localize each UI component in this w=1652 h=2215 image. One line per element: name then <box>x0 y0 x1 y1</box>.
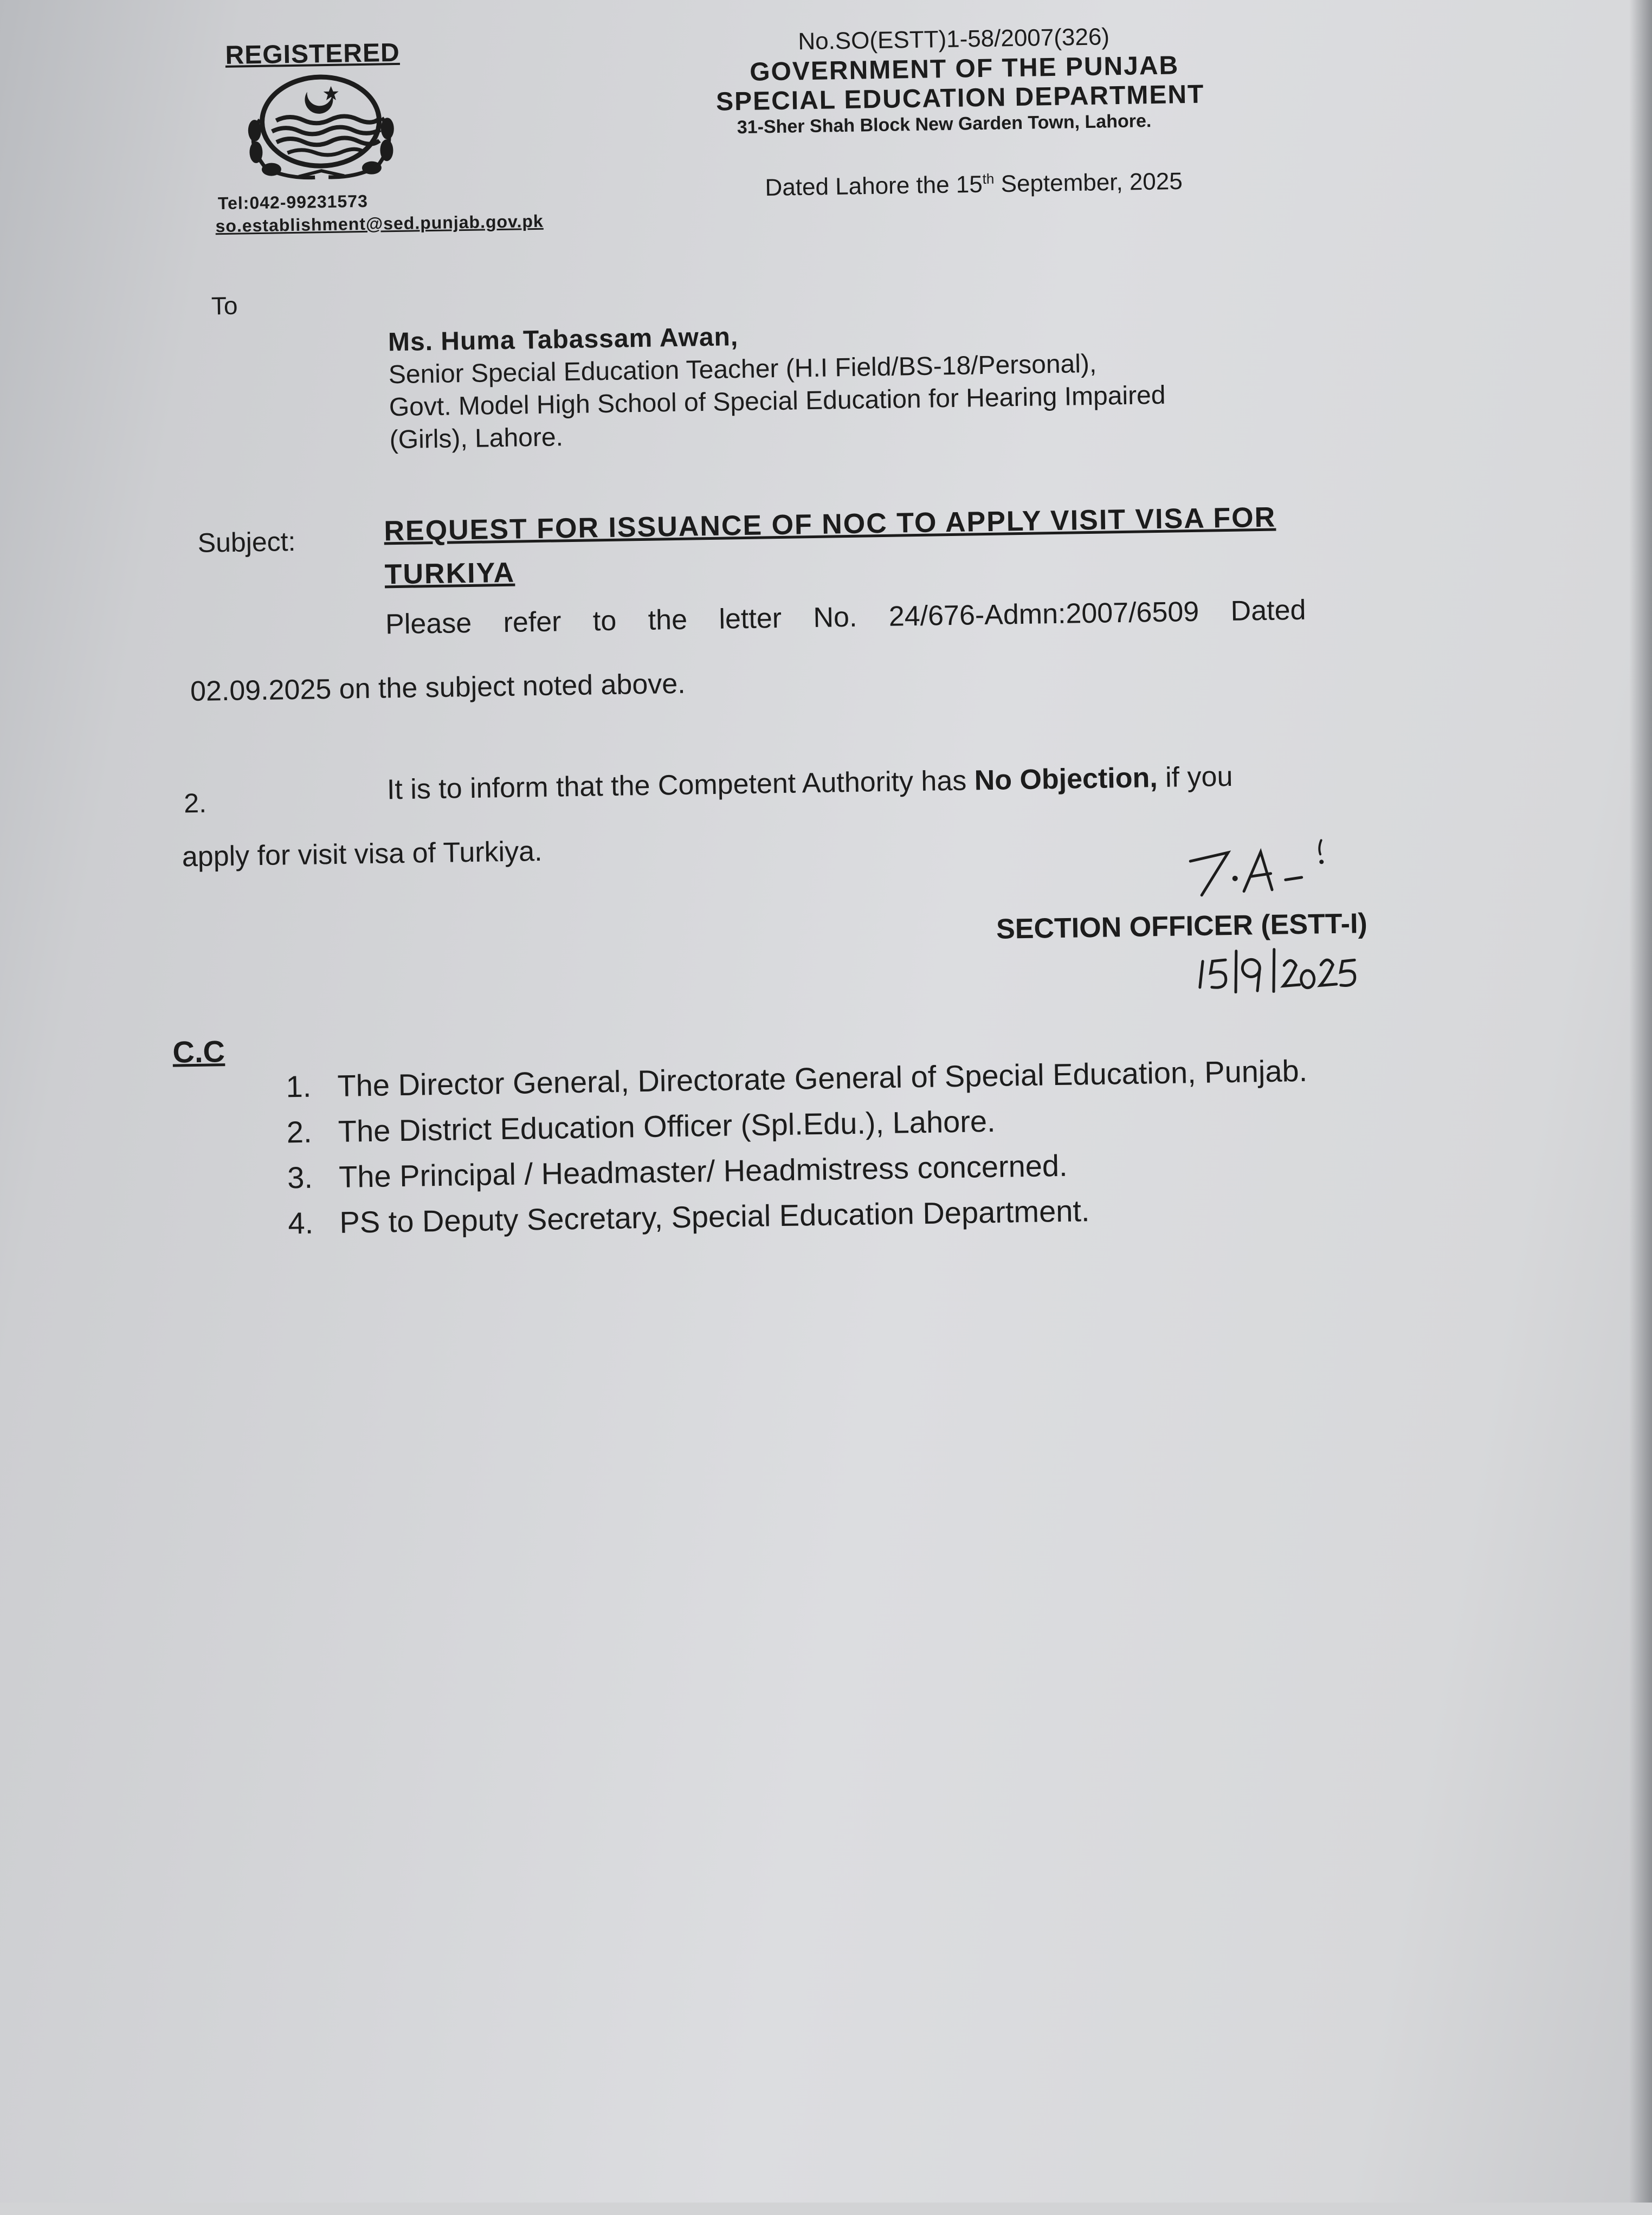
cc-item-text: The Principal / Headmaster/ Headmistress concerned. <box>338 1148 1068 1194</box>
date-prefix: Dated Lahore the 15 <box>765 171 983 201</box>
section-officer-designation: SECTION OFFICER (ESTT-I) <box>996 908 1368 945</box>
cc-item-text: The District Education Officer (Spl.Edu.), Lahore. <box>338 1103 996 1148</box>
department-address: 31-Sher Shah Block New Garden Town, Lahore. <box>737 111 1152 138</box>
handwritten-initials-signature <box>1179 829 1343 908</box>
cc-item-number: 2. <box>286 1114 313 1150</box>
government-heading: GOVERNMENT OF THE PUNJAB <box>749 51 1179 87</box>
email-address[interactable]: so.establishment@sed.punjab.gov.pk <box>215 211 544 236</box>
subject-text <box>384 496 1277 597</box>
letter-date <box>765 167 1183 202</box>
paragraph2-suffix: if you <box>1157 760 1233 794</box>
punjab-government-emblem-icon <box>237 69 404 185</box>
recipient-address <box>388 314 1166 456</box>
telephone-number: Tel:042-99231573 <box>217 191 369 214</box>
no-objection-text: No Objection, <box>974 762 1158 797</box>
subject-line2: TURKIYA <box>384 557 515 591</box>
cc-label: C.C <box>172 1034 225 1069</box>
to-label: To <box>211 291 238 320</box>
cc-item-text: PS to Deputy Secretary, Special Education Department. <box>339 1193 1090 1239</box>
date-ordinal-suffix: th <box>982 170 995 187</box>
handwritten-date <box>1192 942 1388 994</box>
cc-item-text: The Director General, Directorate General of Special Education, Punjab. <box>337 1053 1308 1103</box>
reference-number: No.SO(ESTT)1-58/2007(326) <box>797 23 1110 55</box>
cc-item-number: 3. <box>287 1160 313 1195</box>
paragraph1-line1: Please refer to the letter No. 24/676-Admn:2007/6509 Dated <box>385 594 1306 641</box>
paragraph2-prefix: It is to inform that the Competent Authority has <box>386 765 975 806</box>
department-heading: SPECIAL EDUCATION DEPARTMENT <box>715 80 1205 117</box>
subject-label: Subject: <box>197 526 296 558</box>
recipient-designation: Senior Special Education Teacher (H.I Field/BS-18/Personal), <box>388 349 1097 390</box>
recipient-school-line2: (Girls), Lahore. <box>389 423 564 455</box>
date-rest: September, 2025 <box>994 167 1183 198</box>
recipient-name: Ms. Huma Tabassam Awan, <box>388 322 739 357</box>
cc-list <box>286 1048 1310 1247</box>
subject-line1: REQUEST FOR ISSUANCE OF NOC TO APPLY VISIT VISA FOR <box>383 501 1276 547</box>
paragraph2-line1 <box>386 760 1232 806</box>
paragraph1-line2: 02.09.2025 on the subject noted above. <box>190 668 686 708</box>
paragraph2-number: 2. <box>183 787 207 819</box>
paragraph2-line2: apply for visit visa of Turkiya. <box>182 835 543 873</box>
cc-item-number: 4. <box>287 1205 314 1241</box>
cc-item-number: 1. <box>286 1069 312 1104</box>
recipient-school-line1: Govt. Model High School of Special Education for Hearing Impaired <box>389 380 1166 422</box>
registered-label: REGISTERED <box>225 38 401 70</box>
